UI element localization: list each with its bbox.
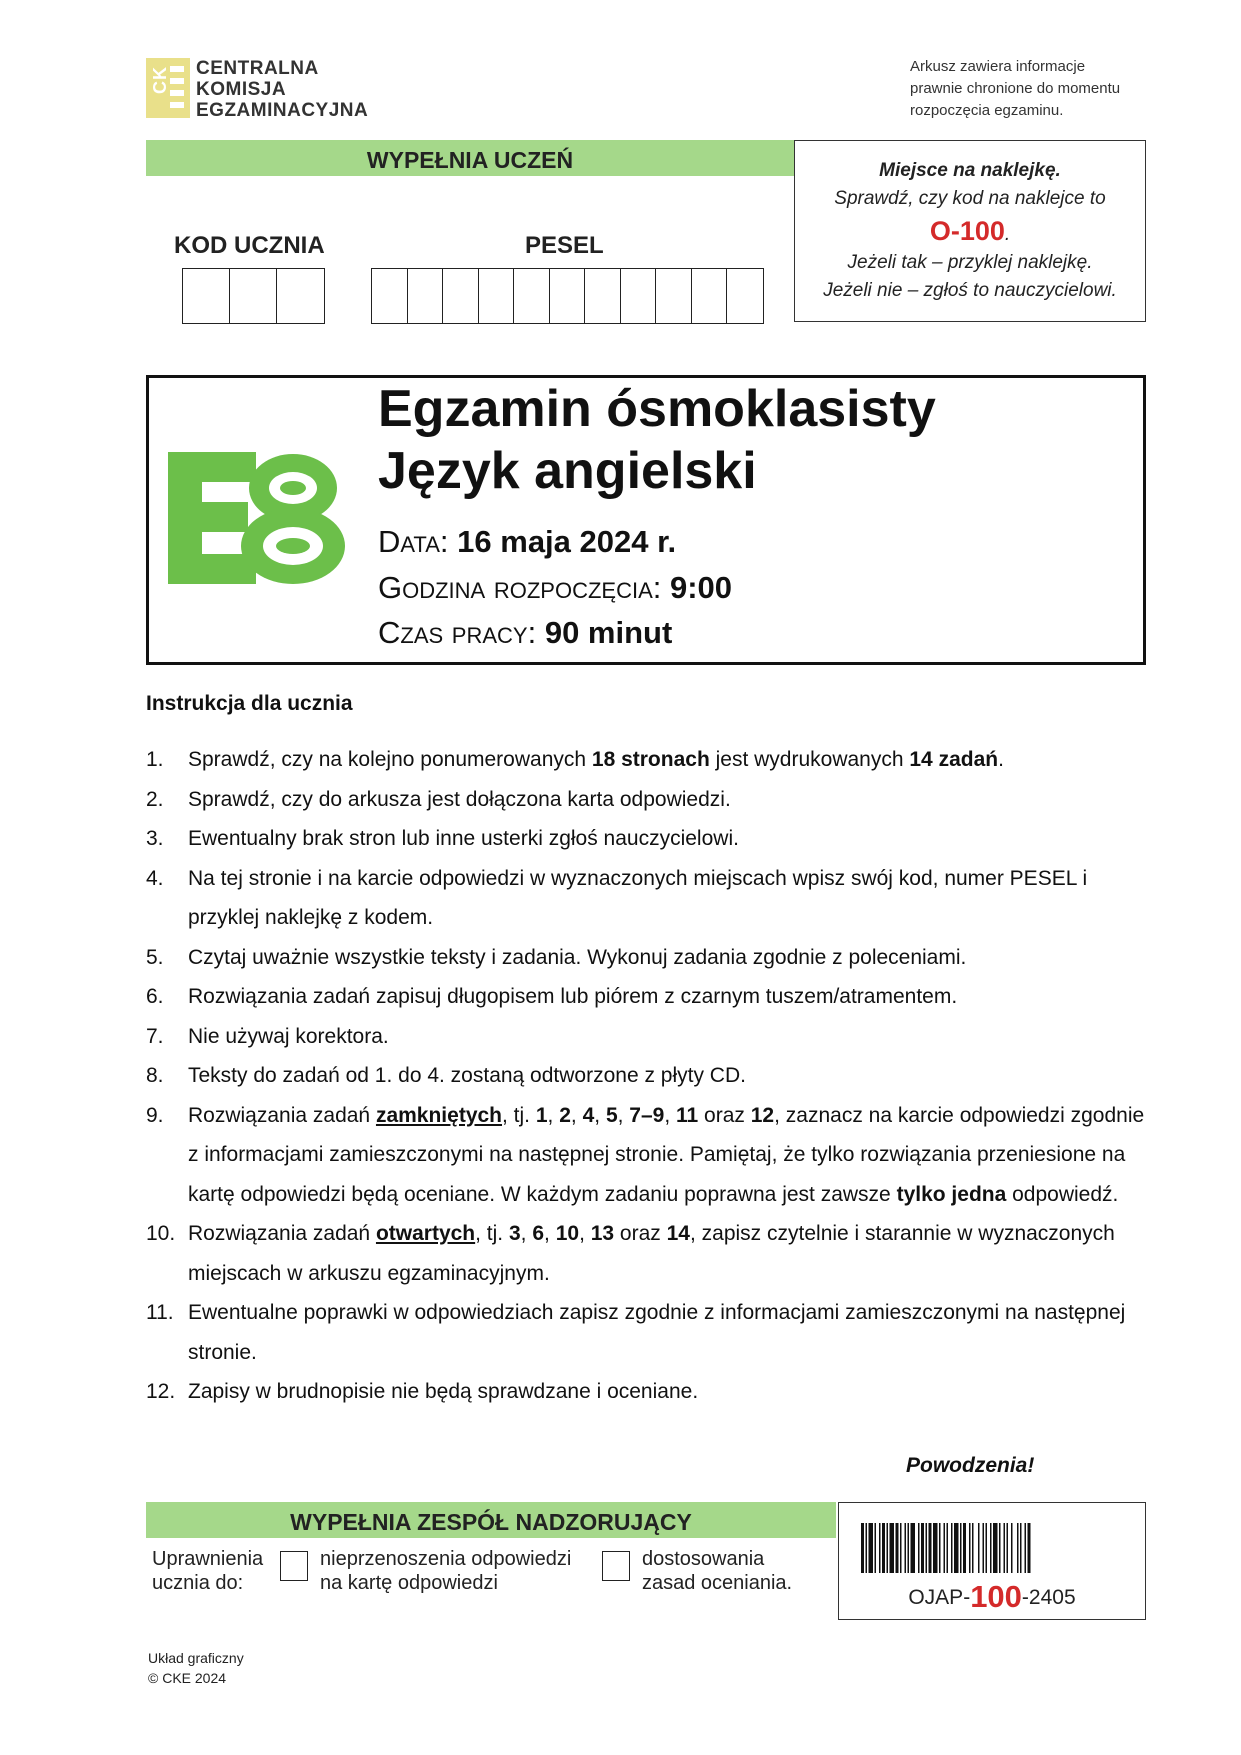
footer <box>148 1648 244 1688</box>
pesel-cell[interactable] <box>408 269 444 323</box>
rights-label-line: ucznia do: <box>152 1572 244 1594</box>
pesel-cell[interactable] <box>550 269 586 323</box>
exam-start-time <box>378 570 732 606</box>
instruction-text-part: Sprawdź, czy do arkusza jest dołączona karta odpowiedzi. <box>188 787 731 811</box>
instruction-text <box>188 819 1156 859</box>
footer-line: © CKE 2024 <box>148 1670 227 1686</box>
option-label-line: nieprzenoszenia odpowiedzi <box>320 1548 572 1570</box>
instruction-number: 8. <box>146 1064 164 1087</box>
cke-logo <box>146 58 386 120</box>
exam-date-label: Data: <box>378 524 449 559</box>
exam-duration-label: Czas pracy: <box>378 615 537 650</box>
instruction-text-part: 6 <box>532 1222 545 1245</box>
adjusted-grading-checkbox[interactable] <box>602 1551 630 1581</box>
exam-start-label: Godzina rozpoczęcia: <box>378 570 662 605</box>
pesel-cell[interactable] <box>372 269 408 323</box>
instruction-number: 5. <box>146 945 164 969</box>
exam-date-value: 16 maja 2024 r. <box>457 524 677 559</box>
instruction-text-part: tylko jedna <box>896 1182 1007 1206</box>
instruction-text-part: 7–9 <box>629 1103 665 1127</box>
rights-label-line: Uprawnienia <box>152 1548 264 1570</box>
instruction-item <box>146 780 1156 820</box>
instruction-number: 12. <box>146 1380 176 1403</box>
instruction-text <box>188 1096 1156 1215</box>
student-code-cell[interactable] <box>230 269 277 323</box>
instruction-text-part: Ewentualny brak stron lub inne usterki zgłoś nauczycielowi. <box>188 827 739 850</box>
pesel-cell[interactable] <box>692 269 728 323</box>
pesel-cell[interactable] <box>443 269 479 323</box>
exam-date <box>378 524 676 560</box>
instruction-text-part: 2 <box>559 1103 571 1127</box>
option-label-line: zasad oceniania. <box>642 1572 793 1594</box>
option-label-line: dostosowania <box>642 1548 765 1570</box>
student-code-label: KOD UCZNIA <box>174 232 325 259</box>
e8-logo <box>168 452 348 584</box>
instruction-text-part: 13 <box>590 1222 615 1245</box>
exam-start-value: 9:00 <box>669 570 733 605</box>
barcode-prefix: OJAP- <box>908 1586 971 1609</box>
instruction-text-part: , <box>617 1103 630 1127</box>
student-code-field[interactable] <box>182 268 325 324</box>
instruction-item <box>146 1096 1156 1215</box>
instruction-item <box>146 977 1156 1017</box>
instruction-text-part: Czytaj uważnie wszystkie teksty i zadania. Wykonuj zadania zgodnie z poleceniami. <box>188 945 967 969</box>
exam-duration <box>378 615 672 651</box>
sticker-code-suffix: . <box>1004 224 1011 245</box>
pesel-cell[interactable] <box>585 269 621 323</box>
student-band <box>146 140 794 176</box>
instruction-text <box>188 740 1156 780</box>
pesel-cell[interactable] <box>514 269 550 323</box>
instruction-text-part: Sprawdź, czy na kolejno ponumerowanych <box>188 748 592 771</box>
instruction-text-part: 5 <box>605 1103 618 1127</box>
pesel-cell[interactable] <box>727 269 763 323</box>
org-name-line: CENTRALNA <box>196 58 319 79</box>
instruction-text-part: , <box>664 1103 677 1127</box>
barcode-variant: 100 <box>970 1579 1022 1614</box>
pesel-label: PESEL <box>525 232 604 259</box>
exam-title <box>378 378 936 502</box>
barcode-icon <box>861 1523 1125 1573</box>
instruction-number: 6. <box>146 985 164 1008</box>
instruction-number: 10. <box>146 1222 176 1245</box>
rights-label <box>152 1547 263 1595</box>
barcode-suffix: -2405 <box>1021 1586 1076 1609</box>
footer-line: Układ graficzny <box>148 1650 244 1666</box>
instruction-number: 3. <box>146 827 164 850</box>
instruction-item <box>146 859 1156 938</box>
instruction-text-part: Rozwiązania zadań zapisuj długopisem lub piórem z czarnym tuszem/atramentem. <box>188 985 958 1008</box>
good-luck-text: Powodzenia! <box>906 1454 1035 1477</box>
instruction-text <box>188 977 1156 1017</box>
instruction-text-part: zamkniętych <box>375 1103 503 1127</box>
exam-subject: Język angielski <box>378 442 757 500</box>
instruction-text-part: Ewentualne poprawki w odpowiedziach zapisz zgodnie z informacjami zamieszczonymi na następnej stronie. <box>188 1301 1126 1364</box>
instruction-text-part: 14 <box>666 1222 690 1245</box>
instruction-item <box>146 819 1156 859</box>
instruction-text-part: , zapisz czytelnie i starannie w wyznaczonych miejscach w arkuszu egzaminacyjnym. <box>188 1222 1115 1285</box>
pesel-cell[interactable] <box>621 269 657 323</box>
legal-note-line: rozpoczęcia egzaminu. <box>910 102 1064 119</box>
instruction-text-part: 11 <box>676 1103 699 1127</box>
instruction-text-part: Rozwiązania zadań <box>188 1103 376 1127</box>
instruction-text-part: 18 stronach <box>591 748 710 771</box>
instruction-text-part: Zapisy w brudnopisie nie będą sprawdzane i oceniane. <box>188 1380 699 1403</box>
instruction-text-part: Rozwiązania zadań <box>188 1222 376 1245</box>
legal-note <box>910 56 1150 122</box>
instruction-item <box>146 1293 1156 1372</box>
instruction-text-part: , <box>594 1103 606 1127</box>
instruction-text-part: odpowiedź. <box>1006 1182 1119 1206</box>
instruction-text <box>188 1293 1156 1372</box>
rights-row <box>152 1547 832 1607</box>
instruction-number: 4. <box>146 866 164 890</box>
barcode-code <box>839 1579 1145 1615</box>
instruction-item <box>146 1214 1156 1293</box>
sticker-code: O-100 <box>929 216 1005 246</box>
instruction-text-part: , tj. <box>475 1222 509 1245</box>
legal-note-line: Arkusz zawiera informacje <box>910 58 1086 75</box>
instruction-text-part: oraz <box>614 1222 667 1245</box>
sticker-check-line: Sprawdź, czy kod na naklejce to <box>834 188 1106 209</box>
instruction-item <box>146 938 1156 978</box>
instruction-text-part: , zaznacz na karcie odpowiedzi zgodnie z informacjami zamieszczonymi na następnej stronie. Pamiętaj, że tylko rozwiązania przeniesione na kartę odpowiedzi będą oceniane. W każdym zadaniu poprawna jest zawsze <box>188 1103 1145 1206</box>
instruction-text-part: , <box>520 1222 533 1245</box>
instruction-text <box>188 938 1156 978</box>
instruction-text-part: otwartych <box>375 1222 476 1245</box>
instruction-text-part: 10 <box>555 1222 580 1245</box>
instruction-text-part: , <box>547 1103 560 1127</box>
student-code-cell[interactable] <box>183 269 230 323</box>
instruction-item <box>146 740 1156 780</box>
instruction-number: 2. <box>146 787 164 811</box>
instruction-text-part: , <box>570 1103 583 1127</box>
barcode-box <box>838 1502 1146 1620</box>
org-name-line: EGZAMINACYJNA <box>196 100 369 121</box>
e8-logo-icon <box>168 452 348 584</box>
supervisor-band <box>146 1502 836 1538</box>
student-code-cell[interactable] <box>277 269 324 323</box>
pesel-field[interactable] <box>371 268 764 324</box>
no-transfer-option-label <box>320 1547 571 1595</box>
instruction-number: 1. <box>146 748 164 771</box>
instructions-list <box>146 740 1156 1412</box>
exam-title-line: Egzamin ósmoklasisty <box>378 380 936 438</box>
instruction-text-part: , <box>544 1222 556 1245</box>
adjusted-grading-option-label <box>642 1547 792 1595</box>
exam-duration-value: 90 minut <box>544 615 673 650</box>
supervisor-band-title: WYPEŁNIA ZESPÓŁ NADZORUJĄCY <box>290 1509 692 1535</box>
instruction-text-part: jest wydrukowanych <box>709 748 910 771</box>
instruction-text-part: , <box>579 1222 591 1245</box>
cke-emblem-letters: CK <box>150 66 170 94</box>
org-name-line: KOMISJA <box>196 79 287 100</box>
sticker-area[interactable] <box>794 140 1146 322</box>
instruction-text-part: Teksty do zadań od 1. do 4. zostaną odtworzone z płyty CD. <box>188 1064 746 1087</box>
student-band-title: WYPEŁNIA UCZEŃ <box>366 147 574 173</box>
instruction-text <box>188 1214 1156 1293</box>
legal-note-line: prawnie chronione do momentu <box>910 80 1121 97</box>
instruction-text-part: 3 <box>508 1222 521 1245</box>
cke-emblem-icon <box>146 58 190 118</box>
instruction-text-part: Na tej stronie i na karcie odpowiedzi w wyznaczonych miejscach wpisz swój kod, numer PESEL i przyklej naklejkę z kodem. <box>188 866 1088 929</box>
instruction-item <box>146 1017 1156 1057</box>
instruction-number: 9. <box>146 1103 164 1127</box>
instruction-text-part: . <box>998 748 1004 771</box>
instruction-number: 11. <box>146 1301 174 1324</box>
instruction-text-part: Nie używaj korektora. <box>188 1024 389 1048</box>
instruction-item <box>146 1372 1156 1412</box>
instruction-text <box>188 1372 1156 1412</box>
pesel-cell[interactable] <box>479 269 515 323</box>
instruction-text-part: 14 zadań <box>909 748 999 771</box>
option-label-line: na kartę odpowiedzi <box>320 1572 498 1594</box>
sticker-if-yes: Jeżeli tak – przyklej naklejkę. <box>847 252 1093 273</box>
pesel-cell[interactable] <box>656 269 692 323</box>
sticker-if-no: Jeżeli nie – zgłoś to nauczycielowi. <box>823 280 1117 301</box>
instructions-heading: Instrukcja dla ucznia <box>146 692 353 715</box>
instruction-text-part: oraz <box>698 1103 751 1127</box>
instruction-text-part: , tj. <box>502 1103 536 1127</box>
instruction-text <box>188 859 1156 938</box>
instruction-text <box>188 1017 1156 1057</box>
instruction-text <box>188 780 1156 820</box>
instruction-text-part: 1 <box>535 1103 548 1127</box>
instruction-text-part: 4 <box>582 1103 595 1127</box>
instruction-number: 7. <box>146 1024 164 1048</box>
cke-org-name <box>196 58 368 121</box>
instruction-text-part: 12 <box>750 1103 775 1127</box>
no-transfer-checkbox[interactable] <box>280 1551 308 1581</box>
instruction-item <box>146 1056 1156 1096</box>
instruction-text <box>188 1056 1156 1096</box>
sticker-title: Miejsce na naklejkę. <box>879 160 1061 181</box>
